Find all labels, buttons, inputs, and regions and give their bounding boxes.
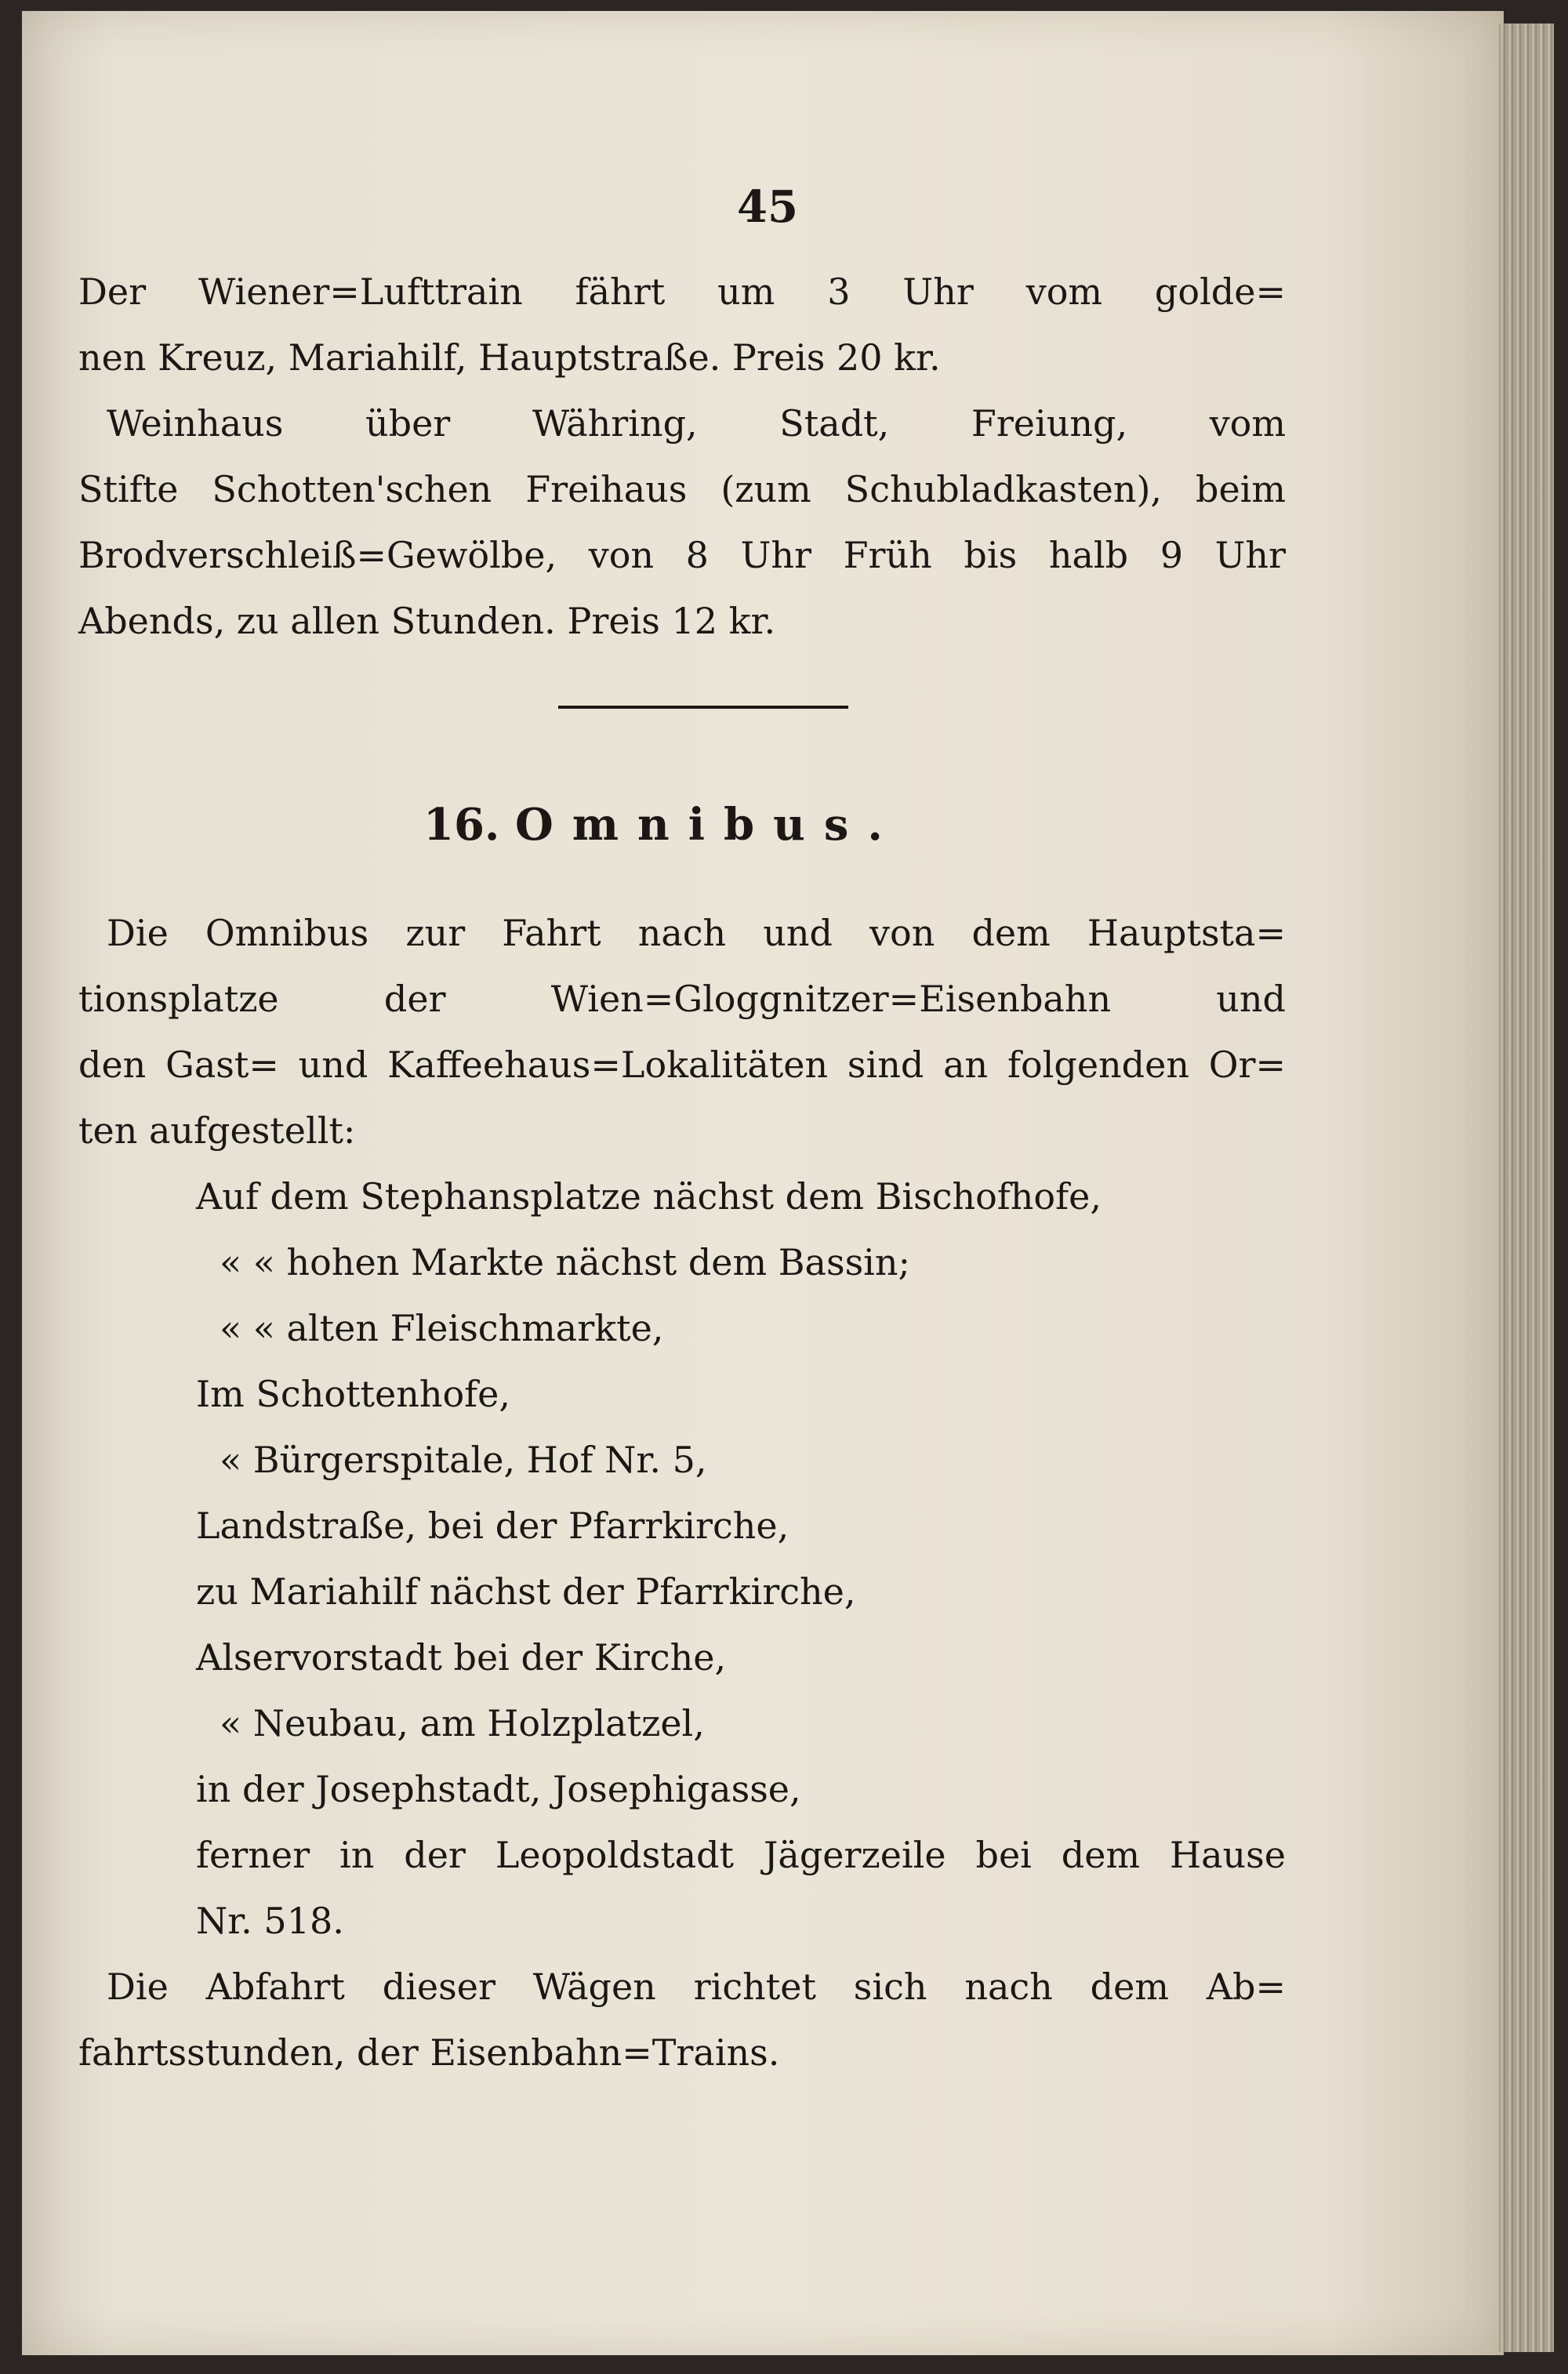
- text-line: fahrtsstunden, der Eisenbahn=Trains.: [78, 2031, 780, 2074]
- text-line: nen Kreuz, Mariahilf, Hauptstraße. Preis 20 kr.: [78, 336, 941, 379]
- text-line: Landstraße, bei der Pfarrkirche,: [196, 1505, 789, 1547]
- text-line: Alservorstadt bei der Kirche,: [196, 1636, 727, 1679]
- text-line: Die Omnibus zur Fahrt nach und von dem Hauptsta=: [107, 912, 1286, 954]
- text-line: Auf dem Stephansplatze nächst dem Bischofhofe,: [196, 1175, 1102, 1218]
- text-line: Abends, zu allen Stunden. Preis 12 kr.: [78, 600, 776, 642]
- text-line: Nr. 518.: [196, 1900, 344, 1942]
- section-heading: [423, 792, 902, 858]
- text-line: den Gast= und Kaffeehaus=Lokalitäten sind an folgenden Or=: [78, 1044, 1286, 1086]
- text-line: Im Schottenhofe,: [196, 1373, 511, 1415]
- text-line: Die Abfahrt dieser Wägen richtet sich nach dem Ab=: [107, 1966, 1286, 2008]
- text-line: tionsplatze der Wien=Gloggnitzer=Eisenbahn und: [78, 978, 1286, 1020]
- text-line: « « hohen Markte nächst dem Bassin;: [220, 1241, 911, 1283]
- text-line: in der Josephstadt, Josephigasse,: [196, 1768, 801, 1810]
- text-line: Stifte Schotten'schen Freihaus (zum Schubladkasten), beim: [78, 468, 1286, 510]
- text-line: « Neubau, am Holzplatzel,: [220, 1702, 705, 1744]
- text-line: ferner in der Leopoldstadt Jägerzeile bei dem Hause: [196, 1834, 1286, 1876]
- text-line: Der Wiener=Lufttrain fährt um 3 Uhr vom golde=: [78, 270, 1286, 313]
- text-line: « « alten Fleischmarkte,: [220, 1307, 664, 1349]
- section-number: 16.: [423, 799, 500, 851]
- text-line: Brodverschleiß=Gewölbe, von 8 Uhr Früh bis halb 9 Uhr: [78, 534, 1286, 576]
- text-line: Weinhaus über Währing, Stadt, Freiung, vom: [107, 402, 1286, 445]
- text-line: « Bürgerspitale, Hof Nr. 5,: [220, 1439, 707, 1481]
- section-divider: [558, 706, 848, 709]
- section-title: Omnibus.: [514, 799, 902, 851]
- page-edge: [1499, 24, 1554, 2352]
- text-line: zu Mariahilf nächst der Pfarrkirche,: [196, 1570, 856, 1613]
- page-number: 45: [737, 181, 798, 233]
- text-line: ten aufgestellt:: [78, 1109, 356, 1152]
